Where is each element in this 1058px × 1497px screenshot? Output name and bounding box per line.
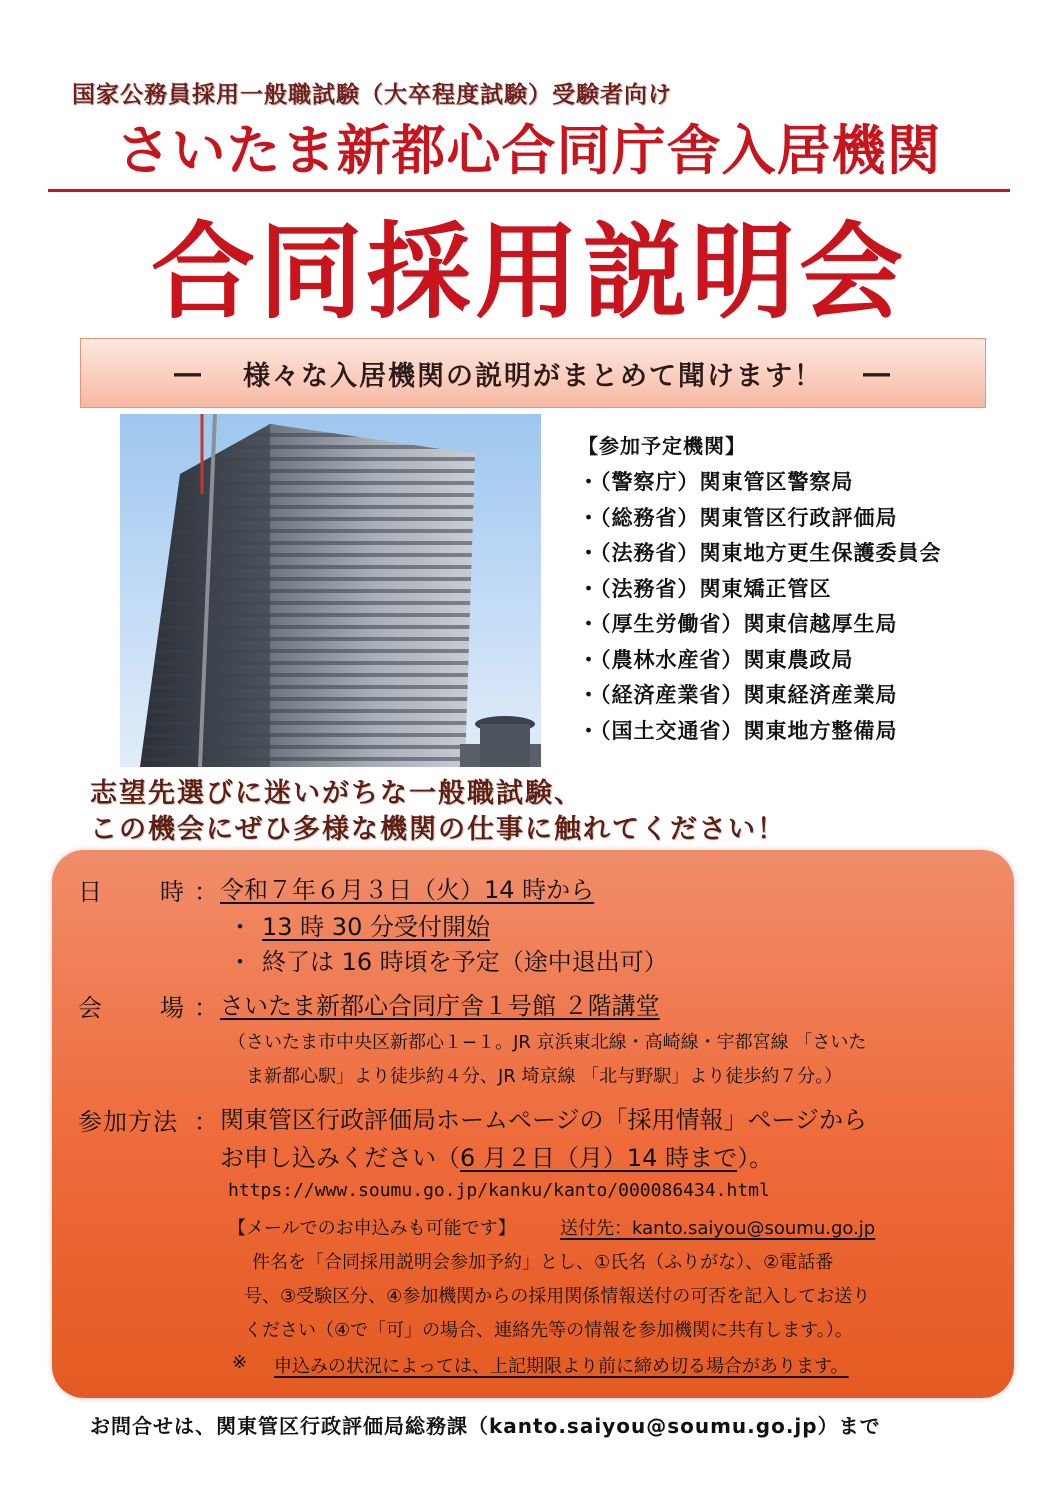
email-instructions-line-1: 件名を「合同採用説明会参加予約」とし、①氏名（ふりがな）、②電話番	[252, 1252, 834, 1273]
organization-item: ・（経済産業省）関東経済産業局	[578, 683, 898, 707]
participating-organizations	[578, 430, 1038, 749]
appeal-message	[90, 776, 786, 848]
email-instructions-line-2: 号、③受験区分、④参加機関からの採用関係情報送付の可否を記入してお送り	[244, 1286, 871, 1307]
venue-note-line-2: ま新都心駅」より徒歩約４分、JR 埼京線 「北与野駅」より徒歩約７分。）	[246, 1066, 843, 1087]
application-url[interactable]: https://www.soumu.go.jp/kanku/kanto/000086434.html	[228, 1180, 770, 1201]
venue-note-line-1: （さいたま市中央区新都心１−１。JR 京浜東北線・高崎線・宇都宮線 「さいた	[228, 1032, 867, 1053]
contact-footer: お問合せは、関東管区行政評価局総務課（kanto.saiyou@soumu.go.jp）まで	[90, 1414, 881, 1438]
method-line-2-prefix: お申し込みください（	[220, 1144, 460, 1172]
reception-time: 13 時 30 分受付開始	[262, 913, 490, 941]
organization-item: ・（法務省）関東矯正管区	[578, 576, 832, 601]
building-illustration	[120, 414, 541, 767]
end-bullet: ・	[228, 948, 252, 976]
method-line-1: 関東管区行政評価局ホームページの「採用情報」ページから	[220, 1106, 868, 1134]
email-instructions-line-3: ください（④で「可」の場合、連絡先等の情報を参加機関に共有します。）。	[244, 1320, 853, 1341]
tagline-banner	[80, 338, 986, 408]
appeal-line-2: この機会にぜひ多様な機関の仕事に触れてください！	[90, 814, 786, 845]
datetime-value: 令和７年６月３日（火）14 時から	[220, 876, 595, 904]
colon: ：	[194, 1108, 219, 1136]
banner-dash-left: ―	[174, 357, 203, 389]
appeal-line-1: 志望先選びに迷いがちな一般職試験、	[90, 778, 583, 809]
method-line-2	[220, 1138, 773, 1173]
page-title-line2: 合同採用説明会	[150, 211, 907, 333]
banner-text: 様々な入居機関の説明がまとめて聞けます！	[243, 360, 823, 392]
email-heading: 【メールでのお申込みも可能です】	[228, 1218, 516, 1239]
organization-item: ・（国土交通省）関東地方整備局	[578, 718, 898, 743]
organization-item: ・（総務省）関東管区行政評価局	[578, 505, 898, 530]
event-details-panel	[52, 850, 1014, 1398]
organization-item: ・（農林水産省）関東農政局	[578, 647, 854, 672]
colon: ：	[194, 878, 219, 906]
venue-value: さいたま新都心合同庁舎１号館 ２階講堂	[220, 992, 660, 1020]
venue-label-2: 場	[160, 994, 185, 1022]
method-label: 参加方法	[78, 1108, 178, 1136]
application-deadline: 6 月２日（月）14 時まで	[460, 1144, 738, 1172]
datetime-label-2: 時	[160, 878, 185, 906]
page-title-line1: さいたま新都心合同庁舎入居機関	[48, 108, 1010, 192]
organization-item: ・（法務省）関東地方更生保護委員会	[578, 541, 942, 565]
building-photo	[120, 414, 541, 767]
colon: ：	[194, 994, 219, 1022]
note-mark: ※	[232, 1352, 248, 1373]
end-time: 終了は 16 時頃を予定（途中退出可）	[262, 948, 668, 976]
venue-label-1: 会	[78, 994, 103, 1022]
organization-item: ・（警察庁）関東管区警察局	[578, 470, 854, 494]
email-address[interactable]: 送付先：kanto.saiyou@soumu.go.jp	[560, 1218, 876, 1239]
datetime-label-1: 日	[78, 878, 103, 906]
banner-dash-right: ―	[863, 357, 892, 389]
deadline-note: 申込みの状況によっては、上記期限より前に締め切る場合があります。	[274, 1356, 849, 1377]
method-line-2-suffix: ）。	[737, 1144, 774, 1172]
reception-bullet: ・	[228, 913, 252, 941]
organization-item: ・（厚生労働省）関東信越厚生局	[578, 612, 898, 636]
event-subtitle: 国家公務員採用一般職試験（大卒程度試験）受験者向け	[72, 82, 672, 108]
organizations-heading: 【参加予定機関】	[578, 434, 746, 458]
